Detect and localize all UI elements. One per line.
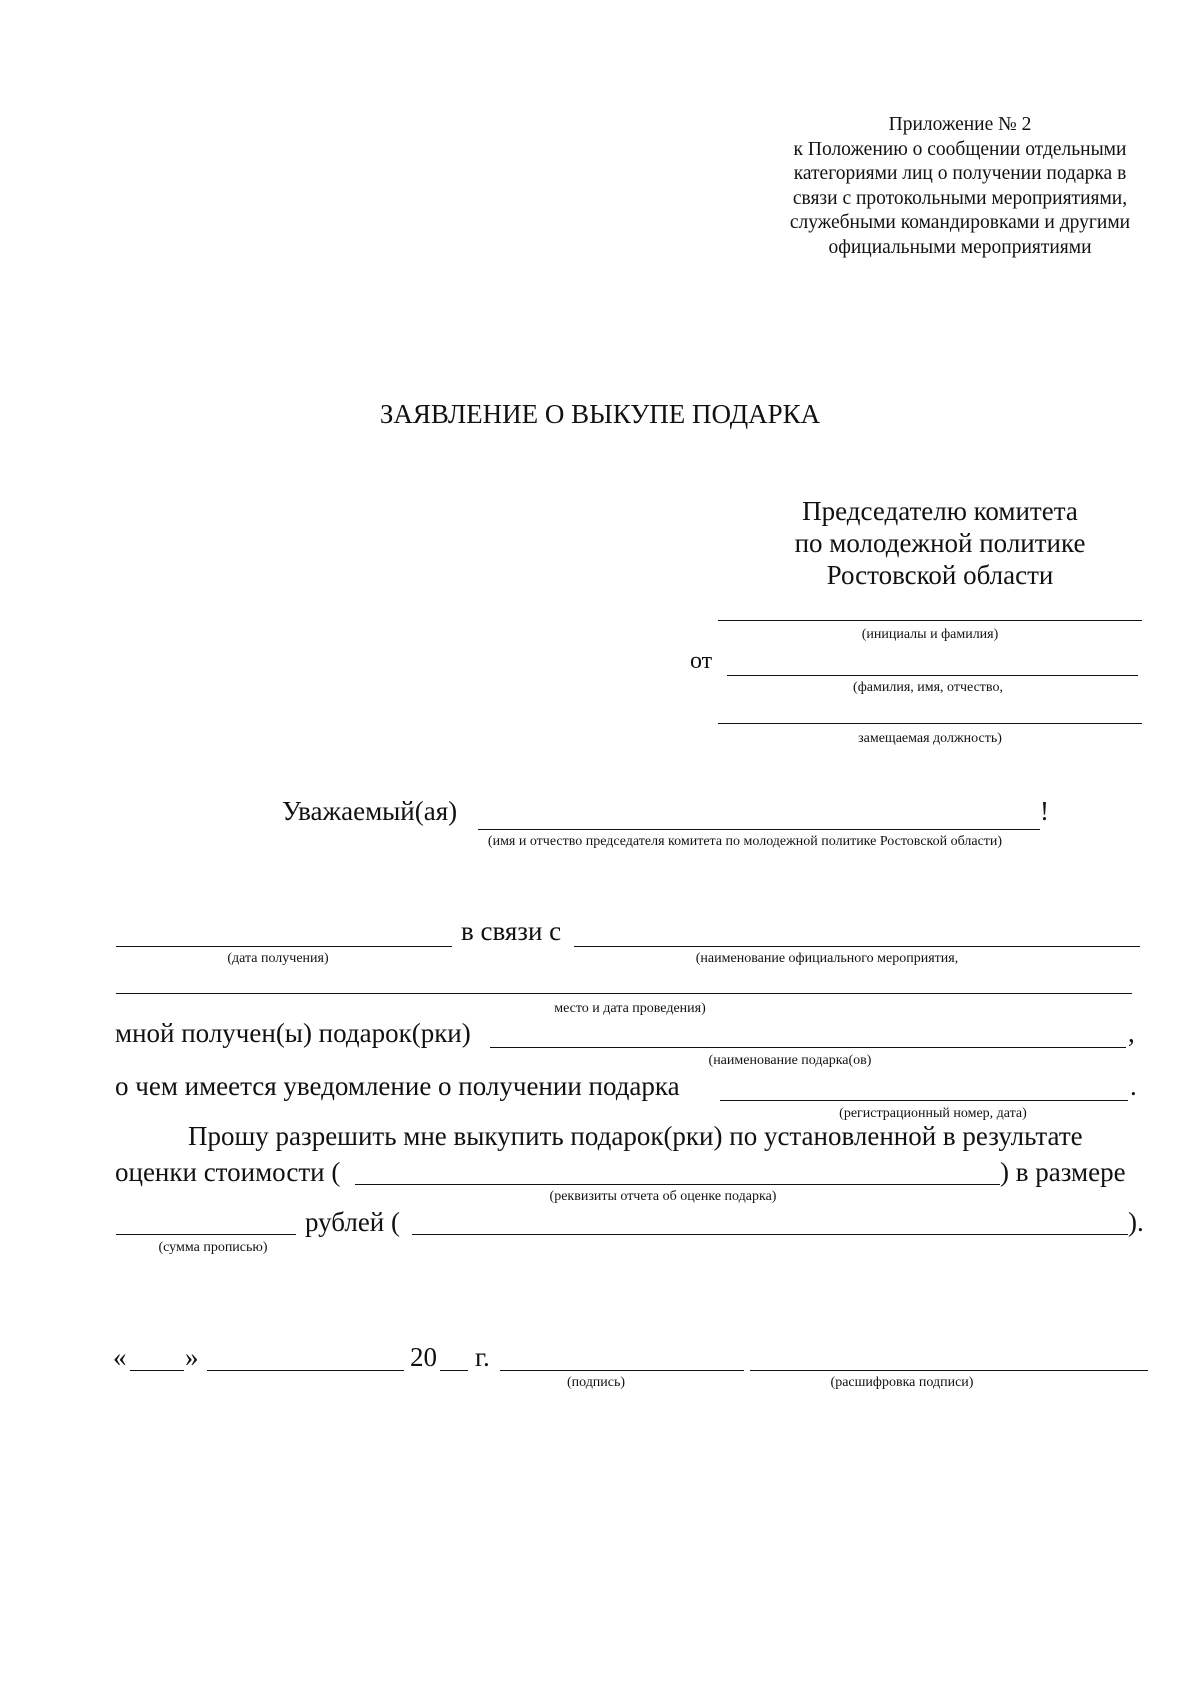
year-suffix: г. (475, 1342, 490, 1372)
gift-name-caption: (наименование подарка(ов) (708, 1053, 872, 1068)
rubles-text: рублей ( (305, 1207, 401, 1237)
appendix-line: официальными мероприятиями (828, 236, 1092, 258)
signature-decode-caption: (расшифровка подписи) (830, 1375, 974, 1390)
date-quote-close: » (185, 1342, 199, 1372)
appendix-line: служебными командировками и другими (789, 212, 1131, 233)
document-title: ЗАЯВЛЕНИЕ О ВЫКУПЕ ПОДАРКА (379, 399, 821, 429)
notice-text: о чем имеется уведомление о получении подарка (115, 1071, 680, 1101)
signature-field[interactable] (500, 1370, 744, 1371)
date-received-field[interactable] (116, 946, 452, 947)
signature-caption: (подпись) (566, 1375, 626, 1390)
addressee-line: по молодежной политике (794, 528, 1086, 558)
appendix-line: категориями лиц о получении подарка в (793, 163, 1127, 184)
event-name-caption: (наименование официального мероприятия, (695, 951, 959, 966)
greeting-label: Уважаемый(ая) (282, 796, 458, 826)
position-field[interactable] (718, 723, 1142, 724)
request-text-line2-end: ) в размере (1000, 1157, 1126, 1187)
position-caption: замещаемая должность) (858, 731, 1002, 746)
in-connection-text: в связи с (461, 916, 562, 946)
sum-close-paren: ). (1128, 1207, 1144, 1237)
event-name-field[interactable] (574, 946, 1140, 947)
signature-decode-field[interactable] (750, 1370, 1148, 1371)
appendix-line: Приложение № 2 (888, 114, 1032, 135)
notice-period: . (1130, 1071, 1137, 1101)
gift-name-field[interactable] (490, 1047, 1126, 1048)
appendix-line: связи с протокольными мероприятиями, (792, 187, 1128, 209)
chairman-name-caption: (имя и отчество председателя комитета по молодежной политике Ростовской области) (487, 834, 1003, 849)
appendix-block (740, 113, 1180, 260)
sum-in-words-caption: (сумма прописью) (158, 1240, 268, 1255)
event-place-field[interactable] (116, 993, 1132, 994)
day-field[interactable] (130, 1370, 184, 1371)
date-quote-open: « (113, 1342, 127, 1372)
addressee-block (760, 495, 1120, 591)
valuation-report-caption: (реквизиты отчета об оценке подарка) (549, 1189, 777, 1204)
gift-comma: , (1128, 1018, 1135, 1048)
date-received-caption: (дата получения) (227, 951, 329, 966)
registration-number-caption: (регистрационный номер, дата) (839, 1106, 1027, 1121)
appendix-line: к Положению о сообщении отдельными (793, 138, 1127, 160)
sum-field[interactable] (116, 1234, 296, 1235)
gift-received-text: мной получен(ы) подарок(рки) (115, 1018, 471, 1048)
greeting-exclamation: ! (1040, 796, 1049, 826)
initials-field[interactable] (718, 620, 1142, 621)
valuation-report-field[interactable] (355, 1184, 1000, 1185)
year-prefix: 20 (410, 1342, 437, 1372)
month-field[interactable] (207, 1370, 404, 1371)
year-field[interactable] (440, 1370, 468, 1371)
addressee-line: Председателю комитета (802, 496, 1078, 526)
addressee-line: Ростовской области (826, 560, 1054, 590)
from-label: от (690, 648, 713, 674)
sum-in-words-field[interactable] (412, 1234, 1128, 1235)
initials-caption: (инициалы и фамилия) (861, 627, 999, 642)
request-text-line2-start: оценки стоимости ( (115, 1157, 341, 1187)
fio-caption: (фамилия, имя, отчество, (853, 680, 1003, 695)
event-place-caption: место и дата проведения) (554, 1001, 706, 1016)
chairman-name-field[interactable] (478, 829, 1040, 830)
request-text-line1: Прошу разрешить мне выкупить подарок(рки) по установленной в результате (188, 1121, 1083, 1151)
fio-field[interactable] (727, 675, 1138, 676)
registration-number-field[interactable] (720, 1100, 1128, 1101)
